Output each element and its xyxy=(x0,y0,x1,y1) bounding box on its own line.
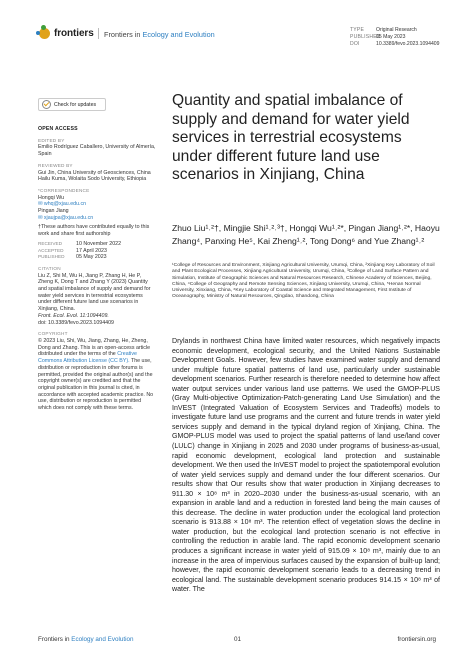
cc-license-link[interactable]: Creative Commons Attribution License (CC BY). xyxy=(38,351,137,365)
reviewed-by-label: REVIEWED BY xyxy=(38,162,73,168)
copyright-text: © 2023 Liu, Shi, Wu, Jiang, Zhang, He, Zheng, Dong and Zhang. This is an open-access article distributed under the terms of the Creative Commons Attribution License (CC BY). The use, distribution or reproduction in other forums is permitted, provided the original author(s) and the copyright owner(s) are credited and that the original publication in this journal is cited, in accordance with accepted academic practice. No use, distribution or reproduction is permitted which does not comply with these terms. xyxy=(38,337,154,412)
check-for-updates-button[interactable]: Check for updates xyxy=(38,98,106,111)
logo-text: frontiers xyxy=(54,28,94,39)
footer-journal[interactable]: Frontiers in Ecology and Evolution xyxy=(38,636,134,643)
article-meta xyxy=(350,27,439,49)
edited-by-label: EDITED BY xyxy=(38,137,65,143)
citation-journal: Front. Ecol. Evol. 11:1094409. xyxy=(38,312,109,319)
author-list: Zhuo Liu¹˒²†, Mingjie Shi¹˒²˒³†, Hongqi Wu¹˒²*, Pingan Jiang¹˒²*, Haoyu Zhang⁴, Panxing He⁵, Kai Zheng¹˒², Tong Dong⁶ and Yue Zhang¹˒² xyxy=(172,223,440,246)
meta-type: TYPE Original Research xyxy=(350,27,417,33)
dates: RECEIVED 10 November 2022 ACCEPTED 17 April 2023 PUBLISHED 05 May 2023 xyxy=(38,240,122,261)
frontiers-logo-icon xyxy=(39,28,50,39)
corr-1-name: Hongqi Wu xyxy=(38,194,65,201)
correspondence-label: *CORRESPONDENCE xyxy=(38,187,90,193)
corr-1-email[interactable]: ✉ whq@xjau.edu.cn xyxy=(38,201,87,208)
journal-name[interactable]: Frontiers in Ecology and Evolution xyxy=(104,30,215,39)
affiliations: ¹College of Resources and Environment, Xinjiang Agricultural University, Urumqi, China, ²Xinjiang Key Laboratory of Soil and Plant Ecological Processes, Xinjiang Agricultural University, Urumqi, China, ³College of Land Surface Pattern and Simulation, Institute of Geographic Sciences and Natural Resources Research, Chinese Academy of Sciences, Beijing, China, ⁴College of Geography and Remote Sensing Sciences, Xinjiang University, Urumqi, China, ⁵Henan Normal University, Xinxiang, China, ⁶Key Laboratory of Coastal Science and Integrated Management, First Institute of Oceanography, Ministry of Natural Resources, Qingdao, Shandong, China xyxy=(172,263,435,300)
reviewer-1: Gui Jin, China University of Geosciences, China xyxy=(38,169,151,176)
article-title: Quantity and spatial imbalance of supply and demand for water yield services in terrestrial ecosystems under different future land use scenarios in Xinjiang, China xyxy=(172,92,410,184)
corr-2-email[interactable]: ✉ xjaujpa@xjau.edu.cn xyxy=(38,214,94,221)
citation-text: Liu Z, Shi M, Wu H, Jiang P, Zhang H, He P, Zheng K, Dong T and Zhang Y (2023) Quantity and spatial imbalance of supply and demand for water yield services in terrestrial ecosystems under different future land use scenarios in Xinjiang, China. xyxy=(38,272,151,313)
header-divider xyxy=(98,28,99,39)
meta-doi: DOI 10.3389/fevo.2023.1094409 xyxy=(350,41,440,48)
edited-by: Emilio Rodríguez Caballero, University of Almería, Spain xyxy=(38,144,156,158)
meta-published: PUBLISHED05 May 2023 xyxy=(350,34,406,41)
frontiers-logo[interactable] xyxy=(39,28,94,39)
copyright-label: COPYRIGHT xyxy=(38,331,68,337)
reviewer-2: Hailu Kuma, Wolaita Sodo University, Ethiopia xyxy=(38,176,147,183)
citation-label: CITATION xyxy=(38,265,61,271)
check-icon xyxy=(42,100,51,109)
page-number: 01 xyxy=(234,636,242,643)
page-header xyxy=(0,0,474,68)
equal-contribution-note: †These authors have contributed equally to this work and share first authorship xyxy=(38,224,150,238)
citation-doi[interactable]: doi: 10.3389/fevo.2023.1094409 xyxy=(38,319,114,326)
corr-2-name: Pingan Jiang xyxy=(38,208,69,215)
abstract: Drylands in northwest China have limited water resources, which negatively impacts economic development, ecological security, and the United Nations Sustainable Development Goals. However, few studies have examined water supply and demand under multiple future spatial patterns of land use, particularly under sustainable development scenarios. Further research is therefore needed to determine how affect water output services under various land use patterns. We used the GMOP-PLUS (Gray Multi-objective Optimization-Patch-generating Land Use Simulation) and the InVEST (Integrated Valuation of Ecosystem Services and Tradeoffs) models to investigate future land use programs and the current and future trends in water yield services supply and demand in the typical dryland region of Xinjiang, China. The GMOP-PLUS model was used to project the spatial patterns of land use/land cover (LULC) change in Xinjiang in 2025 and 2030 under programs of business-as-usual, rapid economic development, ecological land protection and sustainable development. We then used the InVEST model to project the spatiotemporal evolution of water yield services supply and demand under the four different scenarios. Our results show that Our results show that water production in Xinjiang decreases to 911.30 × 10⁸ m³ in 2020–2030 under the business-as-usual scenario, with an expansion in arable land and a reduction in forested land being the main causes of this decrease. The decline in water production under the ecological land protection scenario is 913.88 × 10⁸ m³. The retention effect of vegetation slows the decline in water production, but the ecological land protection scenario is not effective in controlling the reduction in arable land. The rapid economic development scenario produces a significant increase in water yield of 915.09 × 10⁸ m³, mainly due to an increase in the area of impervious surfaces caused by the expansion of built-up land; however, the rapid economic development scenario leads to a decreasing trend in ecological land. The sustainable development scenario produces 914.15 × 10⁸ m³ of water. The xyxy=(172,338,440,594)
footer-site-link[interactable]: frontiersin.org xyxy=(397,636,436,643)
open-access-label: OPEN ACCESS xyxy=(38,126,78,132)
sidebar xyxy=(38,124,156,412)
